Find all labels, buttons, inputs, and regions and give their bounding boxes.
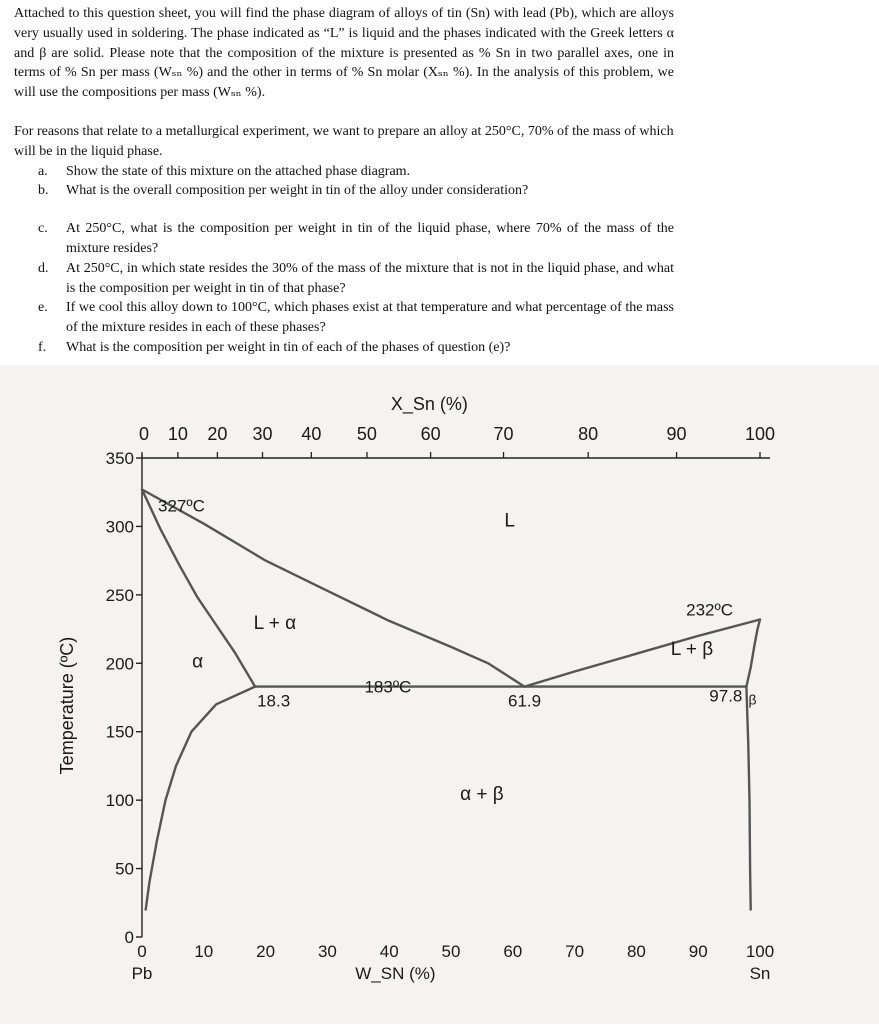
sn-end-label: Sn: [749, 964, 771, 983]
top-tick-label: 60: [420, 424, 441, 444]
question-item: [14, 338, 674, 358]
y-tick-label: 250: [105, 585, 134, 605]
bottom-tick-label: 40: [379, 942, 399, 961]
question-body: What is the overall composition per weight in tin of the alloy under consideration?: [66, 183, 529, 199]
bottom-tick-label: 80: [626, 942, 646, 961]
bottom-tick-label: 20: [256, 942, 276, 961]
y-tick-label: 150: [105, 722, 134, 742]
question-letter: e.: [38, 300, 48, 316]
y-tick-label: 0: [124, 928, 134, 947]
eutectic-composition-label: 61.9: [507, 691, 542, 711]
lead-paragraph: For reasons that relate to a metallurgical experiment, we want to prepare an alloy at 250°C, 70% of the mass of which will be in the liquid phase.: [14, 123, 674, 159]
top-tick-label: 100: [744, 424, 776, 444]
bottom-tick-label: 90: [688, 942, 708, 961]
sn-melting-label: 232ºC: [686, 600, 733, 620]
top-tick-label: 20: [207, 424, 228, 444]
phase-diagram-svg: [0, 365, 879, 1024]
beta-max-label: 97.8: [709, 686, 743, 706]
intro-paragraph: Attached to this question sheet, you will find the phase diagram of alloys of tin (Sn) with lead (Pb), which are alloys very usually used in soldering. The phase indicated as “L” is liquid and the phases indicated with the Greek letters α and β are solid. Please note that the composition of the mixture is presented as % Sn in two parallel axes, one in terms of % Sn per mass (Wₛₙ %) and the other in terms of % Sn molar (Xₛₙ %). In the analysis of this problem, we will use the compositions per mass (Wₛₙ %).: [14, 6, 674, 101]
bottom-tick-label: 50: [441, 942, 461, 961]
top-tick-label: 50: [356, 424, 377, 444]
top-tick-label: 90: [666, 424, 687, 444]
question-item: [14, 219, 674, 259]
question-body: At 250°C, in which state resides the 30% of the mass of the mixture that is not in the liquid phase, and what is the composition per weight in tin of that phase?: [66, 260, 674, 296]
bottom-axis-title: W_SN (%): [355, 964, 436, 983]
bottom-tick-label: 70: [565, 942, 585, 961]
y-tick-label: 300: [105, 517, 134, 537]
top-tick-label: 30: [252, 424, 273, 444]
y-tick-label: 100: [105, 791, 134, 811]
y-tick-label: 200: [105, 654, 134, 674]
top-tick-label: 0: [138, 424, 150, 444]
question-item: [14, 259, 674, 299]
eutectic-temperature-label: 183ºC: [364, 677, 412, 697]
top-tick-label: 40: [301, 424, 322, 444]
top-tick-label: 10: [167, 424, 188, 444]
question-item: [14, 298, 674, 338]
pb-melting-label: 327ºC: [158, 496, 205, 516]
phase-region-label: α: [192, 651, 204, 673]
question-list: [14, 162, 674, 358]
question-body: At 250°C, what is the composition per weight in tin of the liquid phase, where 70% of the mass of the mixture resides?: [66, 221, 674, 256]
alpha-max-label: 18.3: [257, 691, 291, 711]
y-tick-label: 50: [115, 859, 134, 879]
phase-region-label: β: [748, 691, 757, 708]
question-letter: c.: [38, 221, 48, 237]
phase-region-label: L + α: [253, 613, 297, 635]
question-item: [14, 181, 674, 201]
question-text: [14, 4, 674, 358]
bottom-tick-label: 30: [317, 942, 337, 961]
y-axis-title: Temperature (ºC): [57, 636, 77, 775]
bottom-tick-label: 100: [745, 942, 775, 961]
bottom-tick-label: 10: [194, 942, 214, 961]
top-tick-label: 80: [578, 424, 599, 444]
phase-region-label: α + β: [460, 784, 504, 806]
top-tick-label: 70: [493, 424, 514, 444]
question-body: Show the state of this mixture on the attached phase diagram.: [66, 163, 411, 179]
bottom-tick-label: 0: [137, 942, 147, 961]
top-axis-title: X_Sn (%): [390, 394, 468, 414]
phase-region-label: L + β: [670, 639, 714, 661]
question-body: If we cool this alloy down to 100°C, which phases exist at that temperature and what percentage of the mass of the mixture resides in each of these phases?: [66, 300, 674, 336]
question-letter: f.: [38, 339, 47, 355]
y-tick-label: 350: [105, 449, 134, 468]
question-body: What is the composition per weight in tin of each of the phases of question (e)?: [66, 339, 511, 355]
question-letter: d.: [38, 260, 49, 276]
phase-diagram: [0, 365, 879, 1024]
bottom-tick-label: 60: [503, 942, 523, 961]
question-item: [14, 162, 674, 182]
question-letter: b.: [38, 183, 49, 199]
question-letter: a.: [38, 163, 48, 179]
pb-end-label: Pb: [131, 964, 153, 983]
phase-region-label: L: [504, 510, 515, 532]
